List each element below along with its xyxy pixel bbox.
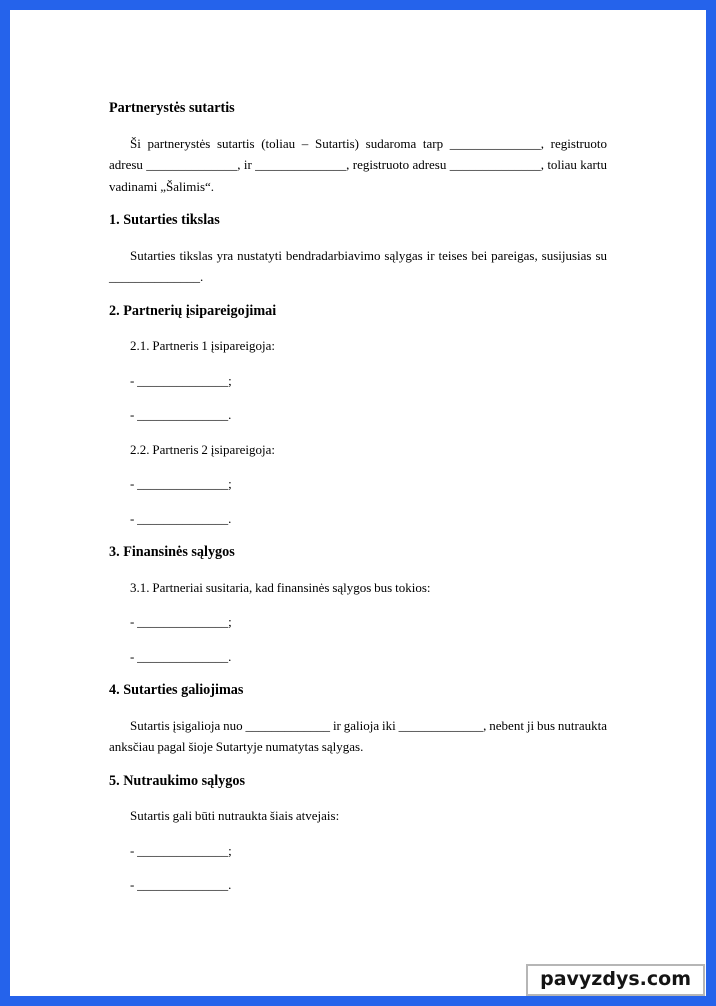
section-5-blank-item: - ______________. — [130, 877, 232, 892]
section-heading-4: 4. Sutarties galiojimas — [109, 682, 244, 698]
section-2-paragraph: 2.2. Partneris 2 įsipareigoja: — [130, 441, 276, 457]
section-3-paragraph: 3.1. Partneriai susitaria, kad finansinės sąlygos bus tokios: — [130, 579, 431, 595]
section-2-paragraph: 2.1. Partneris 1 įsipareigoja: — [130, 338, 276, 353]
document-page — [10, 10, 706, 996]
section-1-paragraph: Sutarties tikslas yra nustatyti bendradarbiavimo sąlygas ir teises bei pareigas, susijusias su ______________. — [109, 247, 607, 284]
intro-paragraph: Ši partnerystės sutartis (toliau – Sutartis) sudaroma tarp ______________, registruoto adresu ______________, ir ______________, registruoto adresu ______________, toliau kartu vadinami „Šalimis“. — [109, 135, 607, 194]
section-heading-5: 5. Nutraukimo sąlygos — [109, 772, 245, 789]
section-3-blank-item: - ______________. — [130, 648, 232, 664]
section-3-blank-item: - ______________; — [130, 614, 232, 629]
section-2-blank-item: - ______________. — [130, 510, 232, 526]
section-2-blank-item: - ______________; — [130, 372, 232, 388]
section-heading-1: 1. Sutarties tikslas — [109, 212, 220, 228]
pavyzdys-watermark-badge: pavyzdys.com — [526, 964, 705, 996]
section-2-blank-item: - ______________. — [130, 407, 232, 422]
document-title: Partnerystės sutartis — [109, 100, 235, 116]
section-5-paragraph: Sutartis gali būti nutraukta šiais atvejais: — [130, 808, 340, 823]
section-2-blank-item: - ______________; — [130, 476, 232, 491]
section-5-blank-item: - ______________; — [130, 842, 232, 858]
section-heading-3: 3. Finansinės sąlygos — [109, 544, 235, 560]
section-4-paragraph: Sutartis įsigalioja nuo _____________ ir galioja iki _____________, nebent ji bus nutraukta anksčiau pagal šioje Sutartyje numatytas sąlygas. — [109, 717, 607, 754]
section-heading-2: 2. Partnerių įsipareigojimai — [109, 302, 277, 319]
